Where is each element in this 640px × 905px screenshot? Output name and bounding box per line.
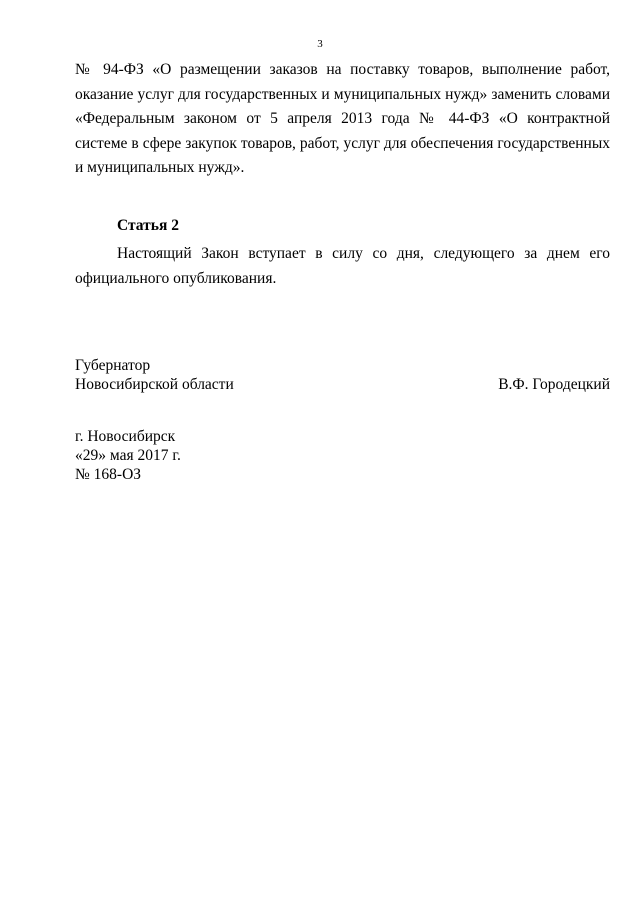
paragraph-line: системе в сфере закупок товаров, работ, услуг для обеспечения государственных <box>75 134 610 152</box>
article2-paragraph <box>75 242 610 291</box>
signatory-title-line: Новосибирской области <box>75 376 234 393</box>
paragraph-line: Настоящий Закон вступает в силу со дня, следующего за днем его <box>117 245 610 262</box>
paragraph-line: «Федеральным законом от 5 апреля 2013 года № 44-ФЗ «О контрактной <box>75 110 610 127</box>
paragraph-line: и муниципальных нужд». <box>75 159 245 176</box>
date: «29» мая 2017 г. <box>75 447 181 464</box>
city: г. Новосибирск <box>75 428 176 445</box>
signatory-title-line: Губернатор <box>75 357 151 374</box>
article1-paragraph <box>75 58 610 181</box>
paragraph-line: № 94-ФЗ «О размещении заказов на поставку товаров, выполнение работ, <box>75 61 610 78</box>
paragraph-line: официального опубликования. <box>75 269 277 287</box>
law-number: № 168-ОЗ <box>75 466 142 483</box>
article-heading: Статья 2 <box>117 217 179 234</box>
page-number: 3 <box>317 38 323 50</box>
paragraph-line: оказание услуг для государственных и муниципальных нужд» заменить словами <box>75 85 610 103</box>
place-and-date <box>75 427 181 484</box>
signatory-title <box>75 356 234 394</box>
signatory-name: В.Ф. Городецкий <box>498 376 610 393</box>
